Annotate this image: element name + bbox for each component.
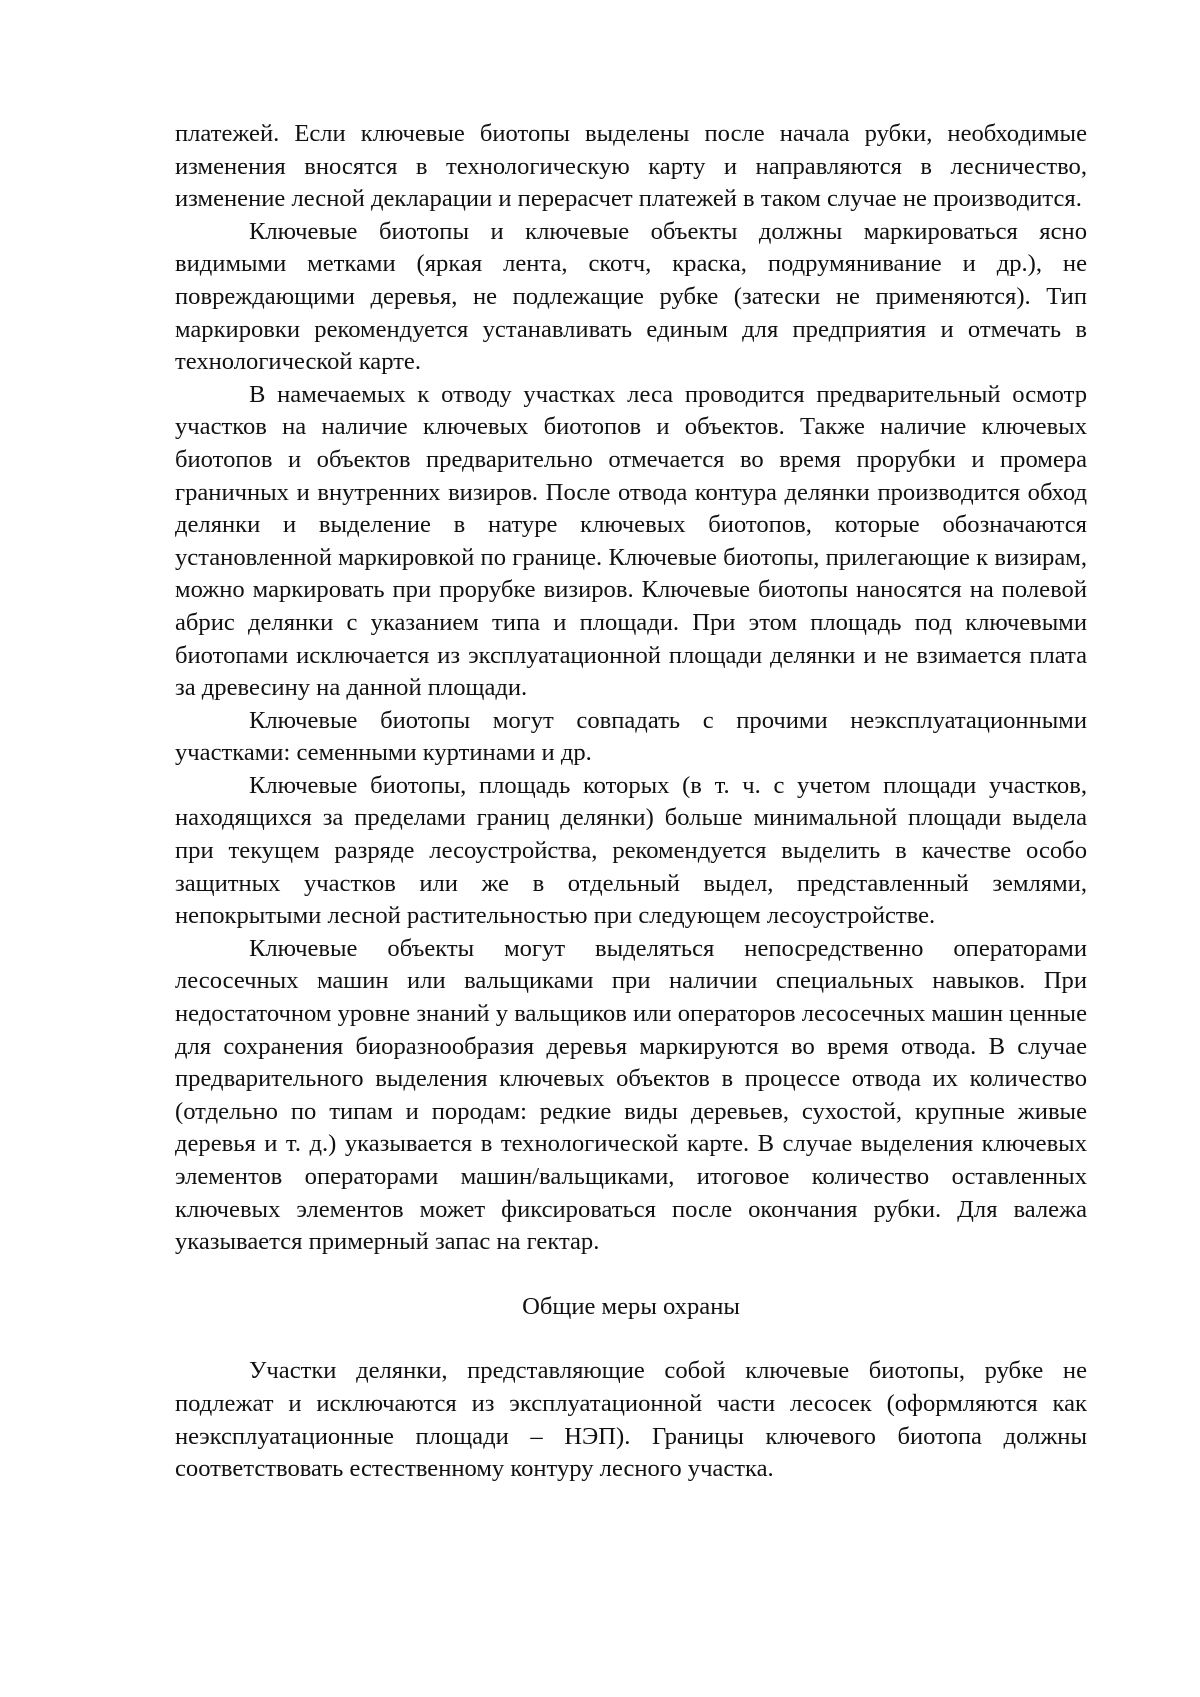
paragraph-payments-continuation: платежей. Если ключевые биотопы выделены после начала рубки, необходимые изменения вносятся в технологическую карту и направляются в лесничество, изменение лесной декларации и перерасчет платежей в таком случае не производится. <box>175 120 1087 213</box>
paragraph-preliminary-inspection: В намечаемых к отводу участках леса проводится предварительный осмотр участков на наличие ключевых биотопов и объектов. Также наличие ключевых биотопов и объектов предварительно отмечается во время прорубки и промера граничных и внутренних визиров. После отвода контура делянки производится обход делянки и выделение в натуре ключевых биотопов, которые обозначаются установленной маркировкой по границе. Ключевые биотопы, прилегающие к визирам, можно маркировать при прорубке визиров. Ключевые биотопы наносятся на полевой абрис делянки с указанием типа и площади. При этом площадь под ключевыми биотопами исключается из эксплуатационной площади делянки и не взимается плата за древесину на данной площади. <box>175 380 1087 702</box>
paragraph-marking: Ключевые биотопы и ключевые объекты должны маркироваться ясно видимыми метками (яркая лента, скотч, краска, подрумянивание и др.), не повреждающими деревья, не подлежащие рубке (затески не применяются). Тип маркировки рекомендуется устанавливать единым для предприятия и отмечать в технологической карте. <box>175 217 1087 376</box>
document-page <box>175 118 1087 1486</box>
paragraph-key-objects: Ключевые объекты могут выделяться непосредственно операторами лесосечных машин или вальщиками при наличии специальных навыков. При недостаточном уровне знаний у вальщиков или операторов лесосечных машин ценные для сохранения биоразнообразия деревья маркируются во время отвода. В случае предварительного выделения ключевых объектов в процессе отвода их количество (отдельно по типам и породам: редкие виды деревьев, сухостой, крупные живые деревья и т. д.) указывается в технологической карте. В случае выделения ключевых элементов операторами машин/вальщиками, итоговое количество оставленных ключевых элементов может фиксироваться после окончания рубки. Для валежа указывается примерный запас на гектар. <box>175 934 1087 1256</box>
paragraph-protection-measures: Участки делянки, представляющие собой ключевые биотопы, рубке не подлежат и исключаются из эксплуатационной части лесосек (оформляются как неэксплуатационные площади – НЭП). Границы ключевого биотопа должны соответствовать естественному контуру лесного участка. <box>175 1357 1087 1483</box>
section-heading: Общие меры охраны <box>522 1292 740 1320</box>
paragraph-large-biotopes: Ключевые биотопы, площадь которых (в т. ч. с учетом площади участков, находящихся за пределами границ делянки) больше минимальной площади выдела при текущем разряде лесоустройства, рекомендуется выделить в качестве особо защитных участков или же в отдельный выдел, представленный землями, непокрытыми лесной растительностью при следующем лесоустройстве. <box>175 771 1087 930</box>
paragraph-coincide: Ключевые биотопы могут совпадать с прочими неэксплуатационными участками: семенными куртинами и др. <box>175 706 1087 767</box>
